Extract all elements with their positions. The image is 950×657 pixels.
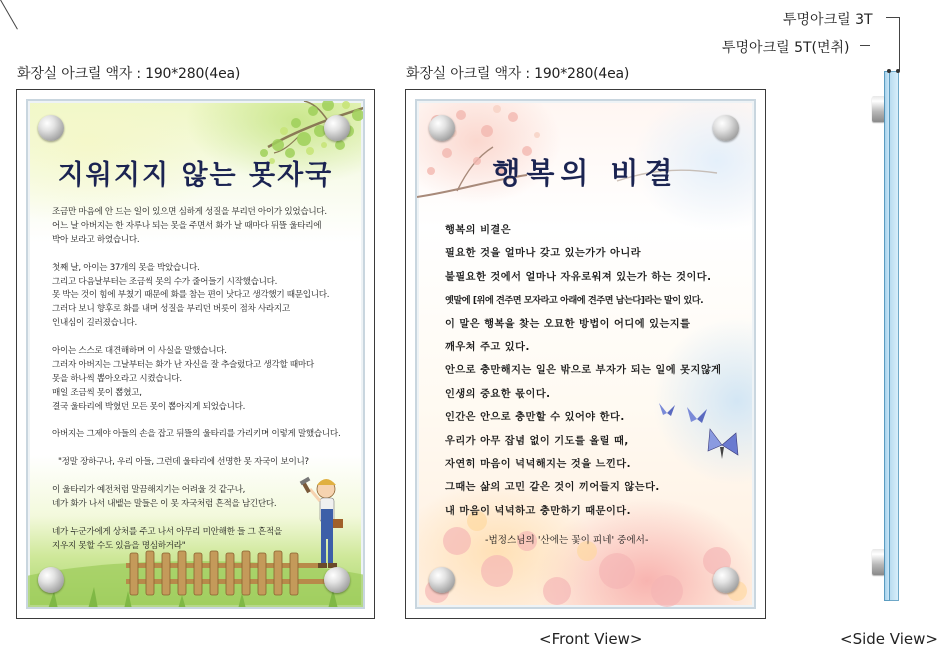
leader-line xyxy=(899,17,900,71)
text-line: 못을 하나씩 뽑아오라고 시켰습니다. xyxy=(52,373,182,384)
text-line: 박아 보라고 하였습니다. xyxy=(52,234,140,245)
acrylic-frame-right xyxy=(405,89,766,619)
leader-line xyxy=(886,17,900,18)
text-line: 이 울타리가 예전처럼 말끔해지기는 어려울 것 같구나, xyxy=(52,485,246,496)
text-line: 아이는 스스로 대견해하며 이 사실을 말했습니다. xyxy=(52,346,227,357)
text-line: 행복의 비결은 xyxy=(445,225,512,236)
leader-dot xyxy=(887,69,891,73)
signature: -법정스님의 '산에는 꽃이 피네' 중에서- xyxy=(485,535,649,547)
text-line: "정말 장하구나, 우리 아들, 그런데 울타리에 선명한 못 자국이 보이니? xyxy=(58,457,309,468)
side-view-label: <Side View> xyxy=(840,630,938,648)
leader-dot xyxy=(896,69,900,73)
text-line: 그러다 보니 향후로 화를 내며 성질을 부리던 버릇이 점차 사라지고 xyxy=(52,304,290,315)
text-line: 인내심이 길러졌습니다. xyxy=(52,318,137,329)
panel1-paragraph xyxy=(52,345,352,415)
standoff-screw-top-right xyxy=(324,115,350,141)
text-line: 결국 울타리에 박혔던 모든 못이 뽑아지게 되었습니다. xyxy=(52,401,246,412)
standoff-screw-bottom-right xyxy=(324,567,350,593)
panel1-paragraph xyxy=(52,526,352,554)
text-line: 매일 조금씩 못이 뽑혔고, xyxy=(52,387,142,398)
text-line: 불필요한 것에서 얼마나 자유로워져 있는가 하는 것이다. xyxy=(445,271,712,283)
panel-secret-of-happiness xyxy=(415,99,756,609)
text-line: 어느 날 아버지는 한 자루나 되는 못을 주면서 화가 날 때마다 뒤뜰 울타리에 xyxy=(52,220,322,231)
text-line: 네가 누군가에게 상처를 주고 나서 아무리 미안해한 들 그 흔적을 xyxy=(52,526,282,537)
standoff-bolt-bottom xyxy=(872,549,884,575)
panel1-title: 지워지지 않는 못자국 xyxy=(57,160,334,191)
text-line: 지우지 못할 수도 있음을 명심하거라" xyxy=(52,540,186,551)
standoff-screw-top-left xyxy=(38,115,64,141)
panel-nail-marks xyxy=(26,99,365,609)
text-line: 필요한 것을 얼마나 갖고 있는가가 아니라 xyxy=(445,248,642,260)
panel1-paragraph xyxy=(52,262,352,332)
acrylic-3t-side xyxy=(889,71,899,601)
text-line: 인간은 안으로 충만할 수 있어야 한다. xyxy=(445,412,625,424)
leader-line xyxy=(0,0,18,29)
panel1-paragraph xyxy=(52,456,352,470)
acrylic-frame-left xyxy=(16,89,375,619)
panel1-paragraph xyxy=(52,484,352,512)
panel2-title: 행복의 비결 xyxy=(492,156,679,190)
text-line: 네가 화가 나서 내뱉는 말들은 이 못 자국처럼 흔적을 남긴단다. xyxy=(52,498,277,509)
text-line: 첫째 날, 아이는 37개의 못을 박았습니다. xyxy=(52,262,200,273)
acrylic-5t-side xyxy=(884,71,890,601)
panel1-paragraph xyxy=(52,206,352,248)
text-line: 옛말에 [위에 견주면 모자라고 아래에 견주면 남는다]라는 말이 있다. xyxy=(445,295,704,307)
standoff-screw-top-left xyxy=(429,115,455,141)
text-line: 안으로 충만해지는 일은 밖으로 부자가 되는 일에 못지않게 xyxy=(445,365,722,377)
text-line: 내 마음이 넉넉하고 충만하기 때문이다. xyxy=(445,505,632,517)
text-line: 인생의 중요한 몫이다. xyxy=(445,388,551,400)
standoff-bolt-top xyxy=(872,96,884,122)
text-line: 자연히 마음이 넉넉해지는 것을 느낀다. xyxy=(445,459,632,471)
panel2-body xyxy=(445,219,745,553)
label-acrylic-5t: 투명아크릴 5T(면취) xyxy=(722,40,850,56)
text-line: 그때는 삶의 고민 같은 것이 끼어들지 않는다. xyxy=(445,482,660,494)
right-frame-caption: 화장실 아크릴 액자 : 190*280(4ea) xyxy=(406,66,630,82)
text-line: 그러자 아버지는 그날부터는 화가 난 자신을 잘 추슬렀다고 생각할 때마다 xyxy=(52,359,314,370)
panel1-paragraph xyxy=(52,428,352,442)
panel1-body xyxy=(52,206,352,567)
text-line: 깨우쳐 주고 있다. xyxy=(445,342,530,354)
front-view-label: <Front View> xyxy=(539,630,643,648)
text-line: 못 박는 것이 힘에 부쳤기 때문에 화를 참는 편이 낫다고 생각했기 때문입니다. xyxy=(52,290,330,301)
standoff-screw-bottom-left xyxy=(38,567,64,593)
text-line: 이 말은 행복을 찾는 오묘한 방법이 어디에 있는지를 xyxy=(445,318,691,330)
text-line: 아버지는 그제야 아들의 손을 잡고 뒤뜰의 울타리를 가리키며 이렇게 말했습니다. xyxy=(52,429,341,440)
text-line: 우리가 아무 잡념 없이 기도를 올릴 때, xyxy=(445,435,629,447)
text-line: 조금만 마음에 안 드는 일이 있으면 심하게 성질을 부리던 아이가 있었습니다. xyxy=(52,207,327,217)
left-frame-caption: 화장실 아크릴 액자 : 190*280(4ea) xyxy=(17,66,241,82)
text-line: 그리고 다음날부터는 조금씩 못의 수가 줄어들기 시작했습니다. xyxy=(52,276,278,287)
leader-line xyxy=(860,45,870,46)
standoff-screw-top-right xyxy=(713,115,739,141)
standoff-screw-bottom-right xyxy=(713,567,739,593)
label-acrylic-3t: 투명아크릴 3T xyxy=(783,12,873,28)
standoff-screw-bottom-left xyxy=(429,567,455,593)
